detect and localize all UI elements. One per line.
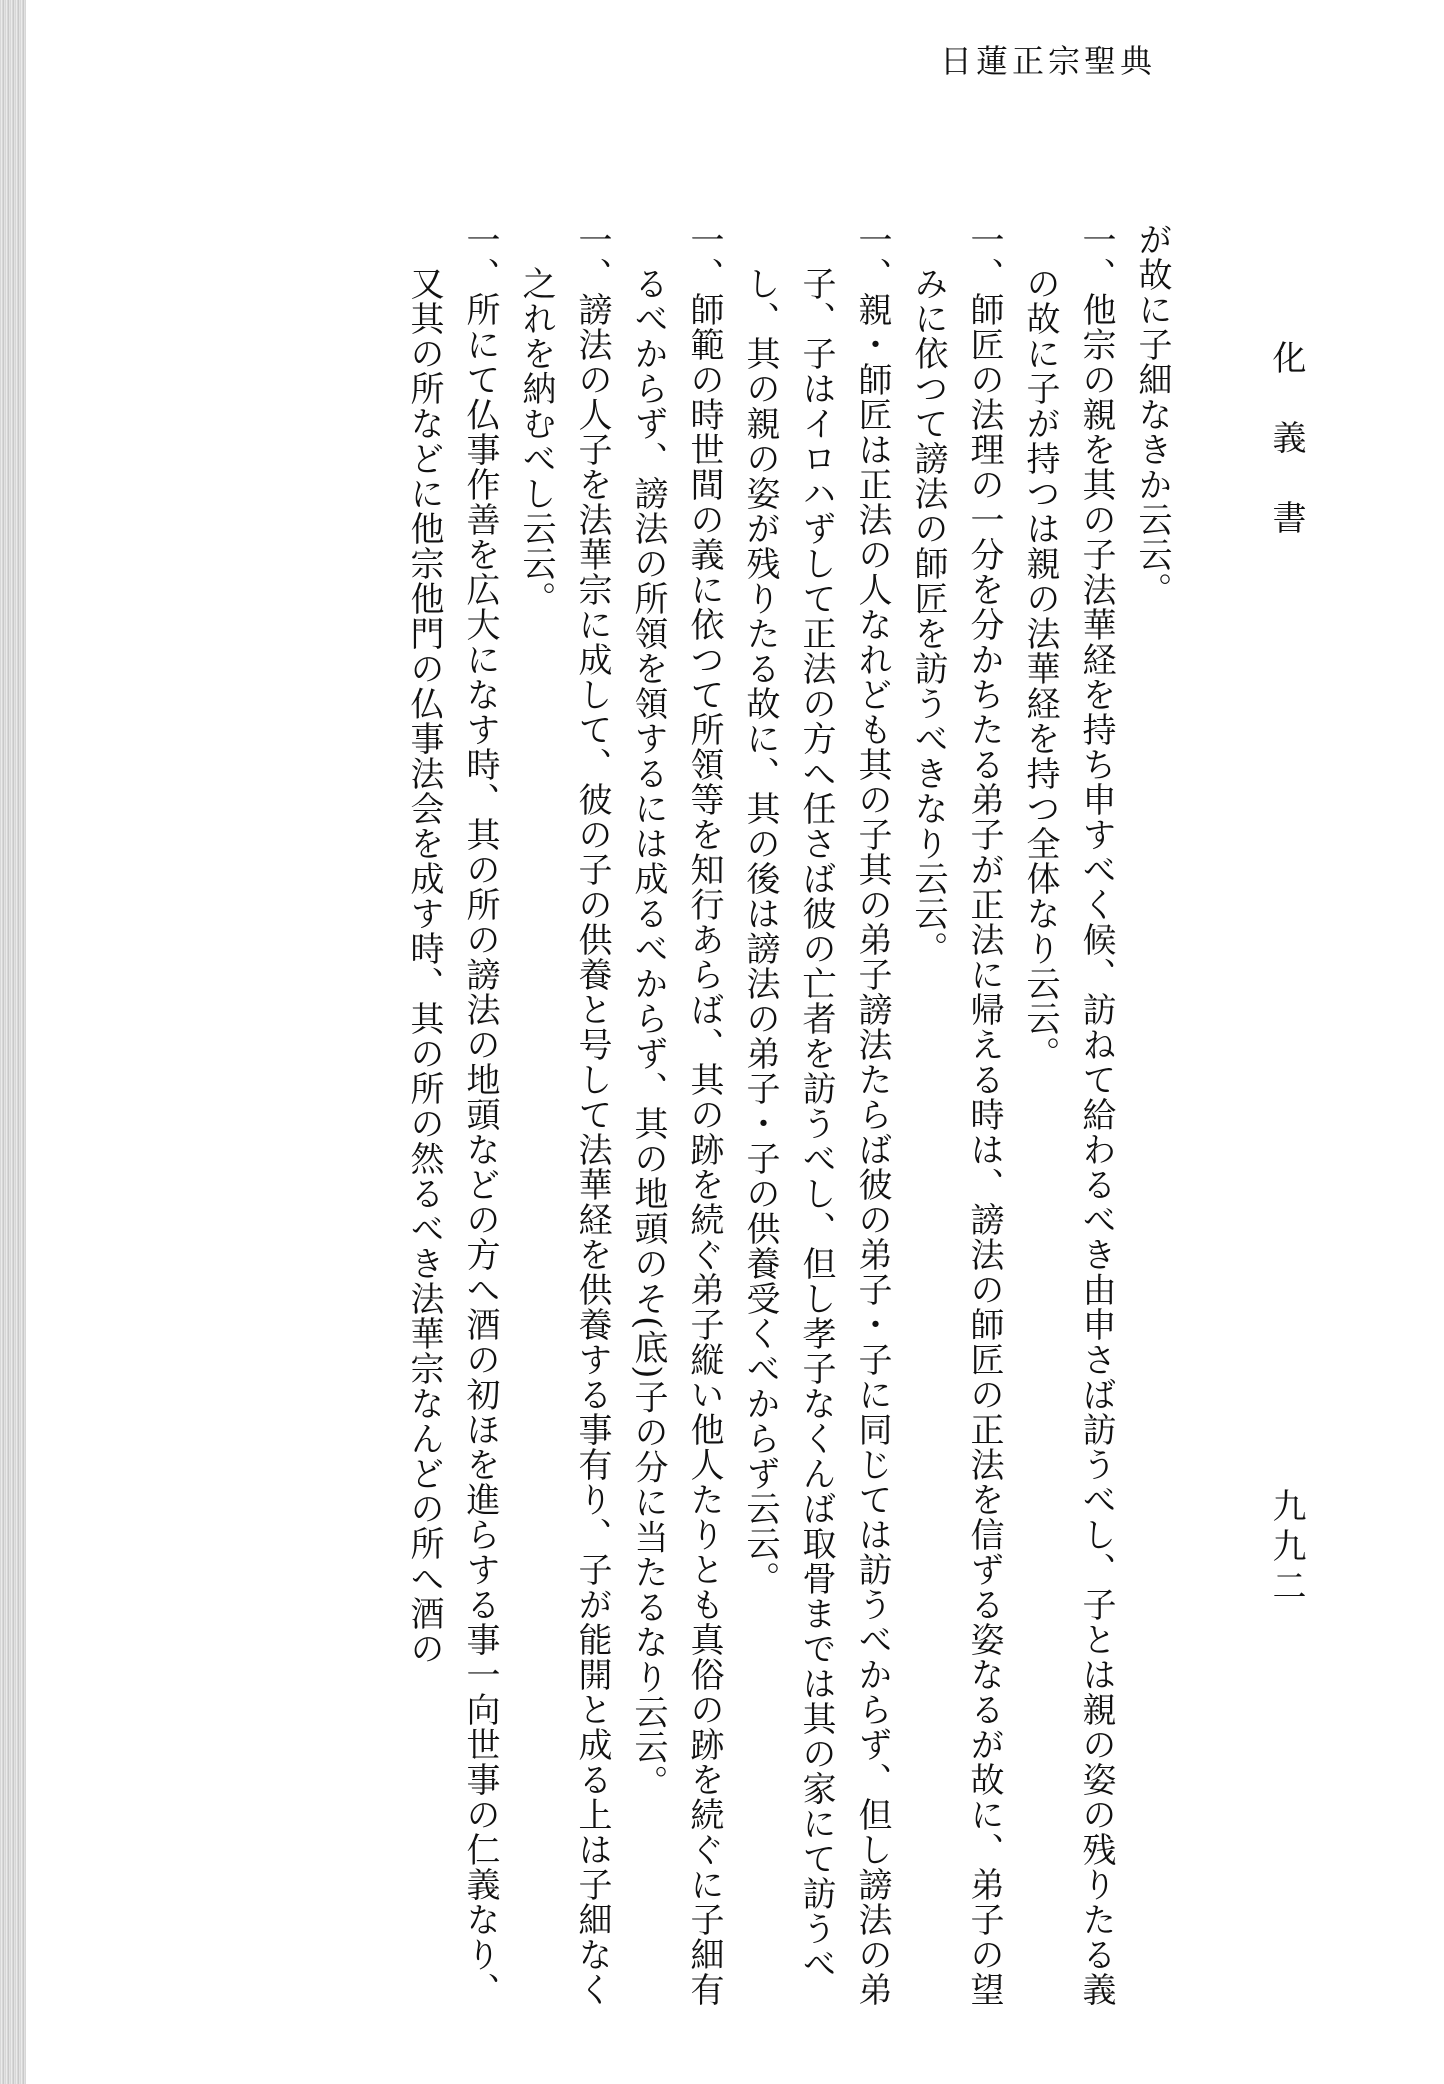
paragraph-item-6: 一、所にて仏事作善を広大になす時、其の所の謗法の地頭などの方へ酒の初ほを進らする事一向世事の仁義なり、又其の所などに他宗他門の仏事法会を成す時、其の所の然るべき法華宗なんどの所へ酒の <box>404 222 500 2007</box>
paragraph-item-5: 一、謗法の人子を法華宗に成して、彼の子の供養と号して法華経を供養する事有り、子が能開と成る上は子細なく之れを納むべし云云。 <box>516 222 612 2007</box>
paragraph-item-4: 一、師範の時世間の義に依つて所領等を知行あらば、其の跡を続ぐ弟子縦い他人たりとも真俗の跡を続ぐに子細有るべからず、謗法の所領を領するには成るべからず、其の地頭のそ(底)子の分に当たるなり云云。 <box>628 222 724 2007</box>
paragraph-continuation: が故に子細なきか云云。 <box>1132 222 1172 607</box>
paragraph-item-2: 一、師匠の法理の一分を分かちたる弟子が正法に帰える時は、謗法の師匠の正法を信ずる姿なるが故に、弟子の望みに依つて謗法の師匠を訪うべきなり云云。 <box>908 222 1004 2007</box>
body-text <box>200 222 1180 2022</box>
paragraph-item-1: 一、他宗の親を其の子法華経を持ち申すべく候、訪ねて給わるべき由申さば訪うべし、子とは親の姿の残りたる義の故に子が持つは親の法華経を持つ全体なり云云。 <box>1020 222 1116 2007</box>
page-number: 九九二 <box>1266 1488 1306 1608</box>
header-book-title: 日蓮正宗聖典 <box>940 42 1157 80</box>
running-title: 化義書 <box>1266 340 1306 580</box>
paragraph-item-3: 一、親・師匠は正法の人なれども其の子其の弟子謗法たらば彼の弟子・子に同じては訪うべからず、但し謗法の弟子、子はイロハずして正法の方へ任さば彼の亡者を訪うべし、但し孝子なくんば取骨までは其の家にて訪うべし、其の親の姿が残りたる故に、其の後は謗法の弟子・子の供養受くべからず云云。 <box>740 222 892 2007</box>
scan-gutter <box>0 0 26 2084</box>
